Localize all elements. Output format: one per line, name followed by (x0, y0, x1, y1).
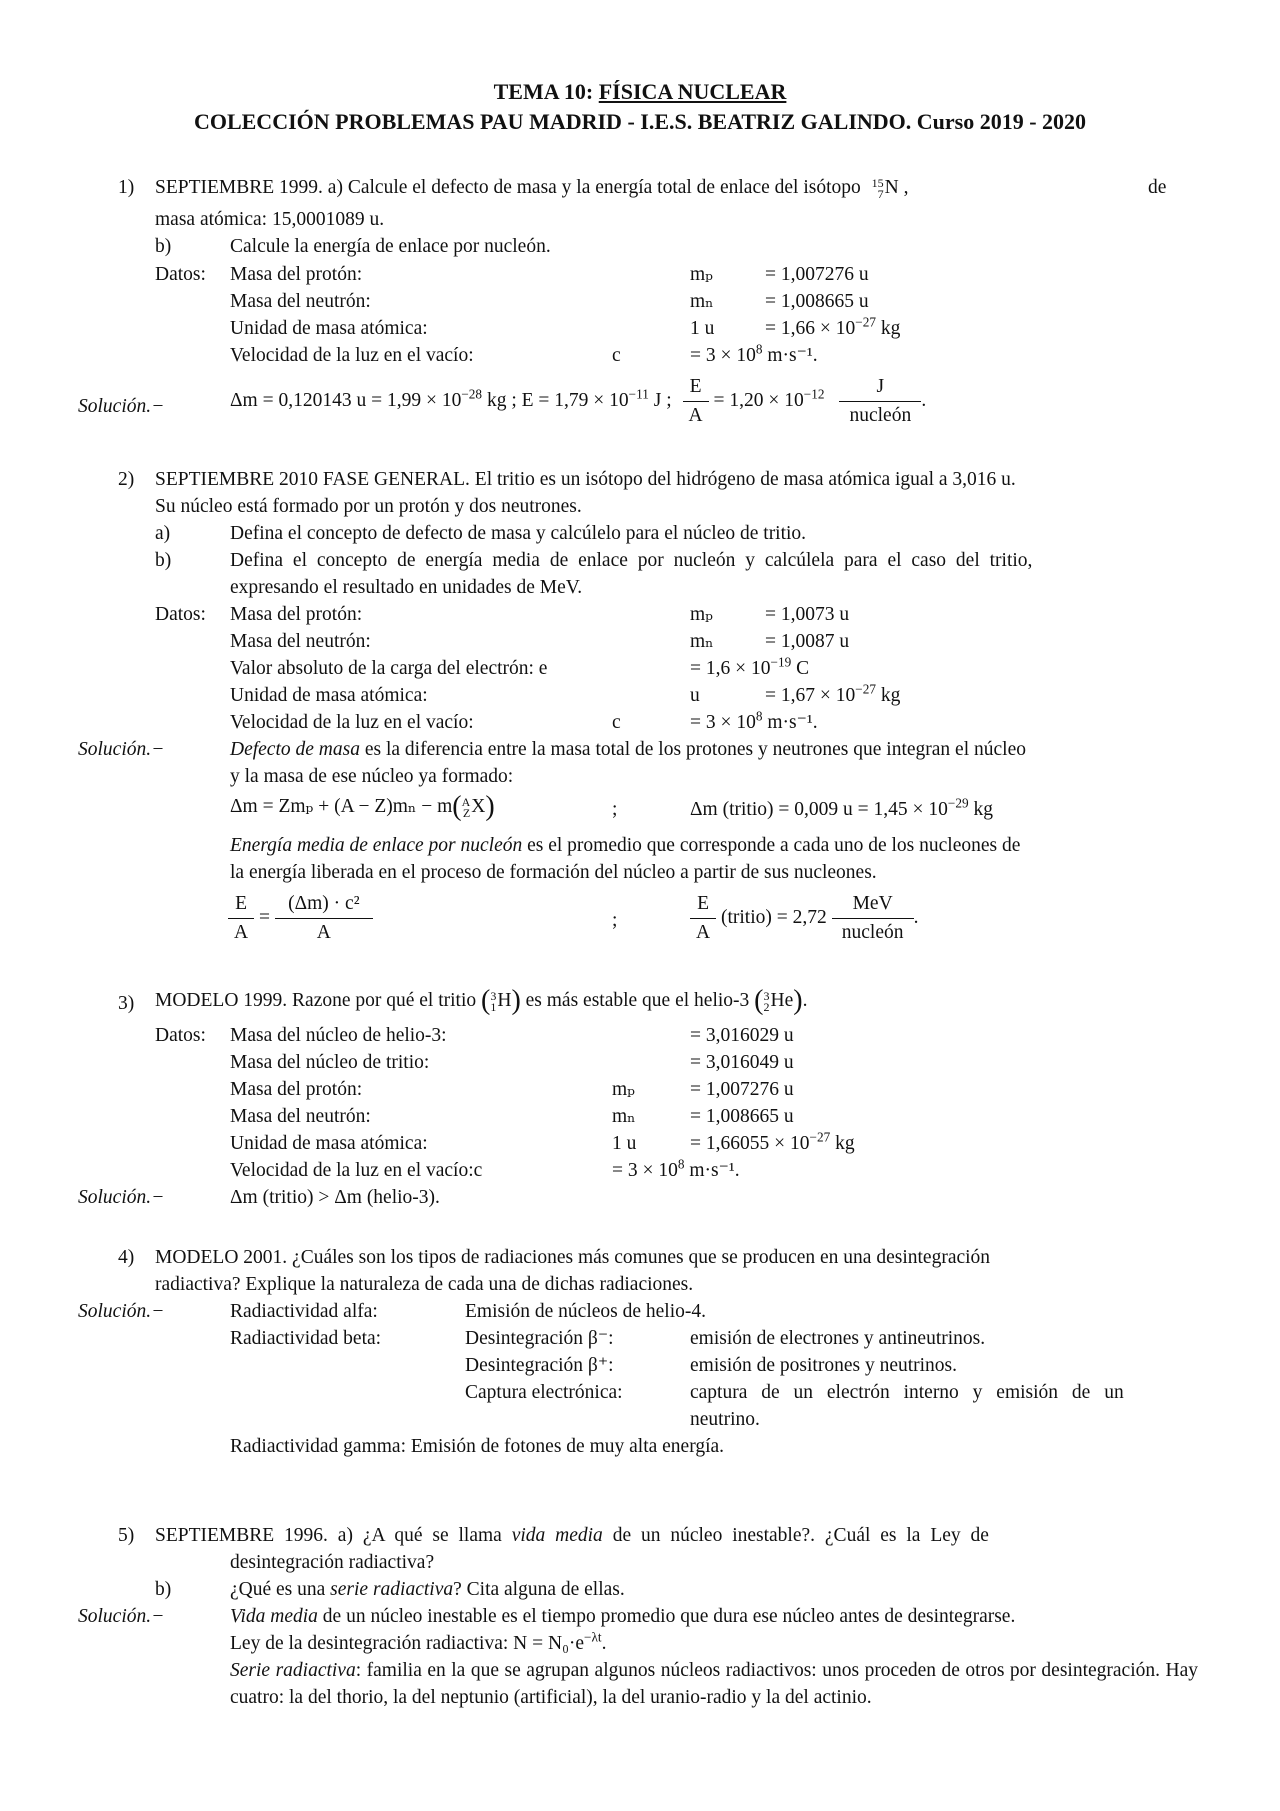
isotope-notation: 15 7 (871, 175, 884, 201)
solution-text: Defecto de masa es la diferencia entre la masa total de los protones y neutrones que integran el núcleo (230, 739, 1026, 760)
statement-text: radiactiva? Explique la naturaleza de cada una de dichas radiaciones. (155, 1274, 694, 1295)
radiation-subtype: Captura electrónica: (465, 1382, 623, 1403)
data-name: Velocidad de la luz en el vacío: (230, 345, 474, 366)
problem-statement: SEPTIEMBRE 1996. a) ¿A qué se llama vida media de un núcleo inestable?. ¿Cuál es la Ley de (155, 1525, 989, 1546)
radiation-description: Emisión de núcleos de helio-4. (465, 1301, 706, 1322)
data-value: = 1,008665 u (690, 1106, 794, 1127)
data-symbol: mₙ (612, 1106, 636, 1127)
equation: $\frac{E}{A}$ = $\frac{\text{(Δm) · c²}}{A}$ (228, 890, 373, 947)
data-value: = 1,008665 u (765, 291, 869, 312)
radiation-description: emisión de positrones y neutrinos. (690, 1355, 958, 1376)
data-symbol: mₙ (690, 291, 714, 312)
item-text: Defina el concepto de energía media de enlace por nucleón y calcúlela para el caso del tritio, (230, 550, 1033, 571)
data-name: Masa del núcleo de tritio: (230, 1052, 430, 1073)
data-symbol: mₚ (690, 264, 713, 285)
problem-statement: SEPTIEMBRE 2010 FASE GENERAL. El tritio es un isótopo del hidrógeno de masa atómica igual a 3,016 u. (155, 469, 1016, 490)
data-name: Masa del protón: (230, 264, 363, 285)
radiation-description: captura de un electrón interno y emisión de un (690, 1382, 1124, 1403)
solution-label: Solución.− (78, 1301, 165, 1322)
solution-text: Δm = 0,120143 $u = 1,99 \times 10^{-28}$ kg ; $E = 1,79 \times 10^{-11}$ J ; $\frac{E}{A}$ = $1,20 \times 10^{-12}$ $\frac{J}{\text{nucleón}}$ . (230, 373, 926, 430)
solution-text: Energía media de enlace por nucleón es el promedio que corresponde a cada uno de los nucleones de (230, 835, 1021, 856)
fraction: $\frac{E}{A}$ (683, 373, 709, 430)
statement-text: de (1148, 177, 1167, 198)
item-text: ¿Qué es una serie radiactiva? Cita alguna de ellas. (230, 1579, 625, 1600)
data-label: Datos: (155, 264, 206, 285)
data-value: = 1,007276 u (690, 1079, 794, 1100)
data-symbol: u (690, 685, 700, 706)
data-value: = 1,0087 u (765, 631, 850, 652)
statement-text: masa atómica: 15,0001089 u. (155, 209, 385, 230)
data-symbol: 1 u (690, 318, 715, 339)
data-value: = 3,016029 u (690, 1025, 794, 1046)
problem-number: 3) (118, 993, 135, 1014)
problem-statement: MODELO 2001. ¿Cuáles son los tipos de radiaciones más comunes que se producen en una desintegración (155, 1247, 991, 1268)
data-value: = 1,0073 u (765, 604, 850, 625)
equation-result: Δm (tritio) = 0,009 $u = 1,45 \times 10^{-29}$ kg (690, 795, 993, 820)
problem-statement: MODELO 1999. Razone por qué el tritio ( 3 1 H) es más estable que el helio-3 ( 3 2 He). (155, 985, 808, 1016)
data-name: Masa del neutrón: (230, 1106, 371, 1127)
data-name: Masa del núcleo de helio-3: (230, 1025, 447, 1046)
item-label: b) (155, 1579, 172, 1600)
data-symbol: 1 u (612, 1133, 637, 1154)
radiation-subtype: Desintegración β⁺: (465, 1355, 614, 1376)
radiation-type: Radiactividad beta: (230, 1328, 382, 1349)
data-name: Unidad de masa atómica: (230, 685, 428, 706)
separator: ; (612, 910, 618, 931)
radiation-subtype: Desintegración β⁻: (465, 1328, 614, 1349)
solution-label: Solución.− (78, 1187, 165, 1208)
item-text: expresando el resultado en unidades de MeV. (230, 577, 583, 598)
data-symbol: c (612, 712, 621, 733)
problem-number: 1) (118, 177, 135, 198)
fraction: $\frac{J}{\text{nucleón}}$ (839, 373, 921, 430)
data-value: = $1,67 \times 10^{-27}$ kg (765, 681, 901, 706)
solution-text: la energía liberada en el proceso de formación del núcleo a partir de sus nucleones. (230, 862, 877, 883)
data-label: Datos: (155, 1025, 206, 1046)
data-name: Velocidad de la luz en el vacío: (230, 712, 474, 733)
solution-text: Serie radiactiva: familia en la que se agrupan algunos núcleos radiactivos: unos proceden de otros por desintegración. Hay cuatro: la del thorio, la del neptunio (artificial), la del uranio-radio y la del actinio. (230, 1660, 1198, 1708)
radiation-type: Radiactividad alfa: (230, 1301, 378, 1322)
radiation-description: emisión de electrones y antineutrinos. (690, 1328, 986, 1349)
data-label: Datos: (155, 604, 206, 625)
fraction: $\frac{E}{A}$ (690, 890, 716, 947)
problem-number: 4) (118, 1247, 135, 1268)
data-value: = 1,007276 u (765, 264, 869, 285)
solution-text: Ley de la desintegración radiactiva: $N = N_0\cdot e^{-\lambda t}$. (230, 1629, 607, 1654)
data-symbol: c (612, 345, 621, 366)
radiation-type: Radiactividad gamma: Emisión de fotones de muy alta energía. (230, 1436, 725, 1457)
problem-number: 2) (118, 469, 135, 490)
page-subtitle: COLECCIÓN PROBLEMAS PAU MADRID - I.E.S. BEATRIZ GALINDO. Curso 2019 - 2020 (193, 109, 1087, 134)
statement-text: Su núcleo está formado por un protón y dos neutrones. (155, 496, 582, 517)
data-name: Unidad de masa atómica: (230, 318, 428, 339)
item-label: a) (155, 523, 171, 544)
solution-label: Solución.− (78, 1606, 165, 1627)
data-value: = 3,016049 u (690, 1052, 794, 1073)
equation-result: $\frac{E}{A}$ (tritio) = 2,72 $\frac{\text{MeV}}{\text{nucleón}}$ . (690, 890, 919, 947)
data-symbol: mₙ (690, 631, 714, 652)
item-text: Calcule la energía de enlace por nucleón. (230, 236, 551, 257)
item-label: b) (155, 236, 172, 257)
equation: Δm = Zmₚ + (A − Z)mₙ − m( A Z X) (230, 791, 495, 822)
data-name: Valor absoluto de la carga del electrón: e (230, 658, 548, 679)
data-value: = $3 \times 10^8$ m·s⁻¹. (612, 1156, 740, 1181)
data-value: = $3 \times 10^8$ m·s⁻¹. (690, 708, 818, 733)
data-name: Masa del protón: (230, 1079, 363, 1100)
data-name: Masa del neutrón: (230, 631, 371, 652)
fraction: $\frac{E}{A}$ (228, 890, 254, 947)
solution-label: Solución.− (78, 739, 165, 760)
solution-text: y la masa de ese núcleo ya formado: (230, 766, 514, 787)
solution-text: Δm (tritio) > Δm (helio-3). (230, 1187, 440, 1208)
solution-label: Solución.− (78, 396, 165, 417)
solution-text: Vida media de un núcleo inestable es el tiempo promedio que dura ese núcleo antes de desintegrarse. (230, 1606, 1016, 1627)
separator: ; (612, 799, 618, 820)
problem-statement: SEPTIEMBRE 1999. a) Calcule el defecto de masa y la energía total de enlace del isótopo 15 7 N , (155, 175, 909, 201)
data-symbol: mₚ (690, 604, 713, 625)
radiation-description: neutrino. (690, 1409, 760, 1430)
item-label: b) (155, 550, 172, 571)
fraction: $\frac{\text{(Δm) · c²}}{A}$ (275, 890, 373, 947)
problem-number: 5) (118, 1525, 135, 1546)
page-title: TEMA 10: FÍSICA NUCLEAR (493, 79, 787, 104)
data-symbol: mₚ (612, 1079, 635, 1100)
data-value: = $1,66 \times 10^{-27}$ kg (765, 314, 901, 339)
item-text: Defina el concepto de defecto de masa y calcúlelo para el núcleo de tritio. (230, 523, 807, 544)
data-name: Masa del neutrón: (230, 291, 371, 312)
data-value: = $1,6 \times 10^{-19}$ C (690, 654, 810, 679)
data-name: Masa del protón: (230, 604, 363, 625)
data-name: Velocidad de la luz en el vacío:c (230, 1160, 483, 1181)
data-value: = $3 \times 10^8$ m·s⁻¹. (690, 341, 818, 366)
data-value: = $1,66055 \times 10^{-27}$ kg (690, 1129, 855, 1154)
statement-text: desintegración radiactiva? (230, 1552, 435, 1573)
data-name: Unidad de masa atómica: (230, 1133, 428, 1154)
fraction: $\frac{\text{MeV}}{\text{nucleón}}$ (832, 890, 914, 947)
